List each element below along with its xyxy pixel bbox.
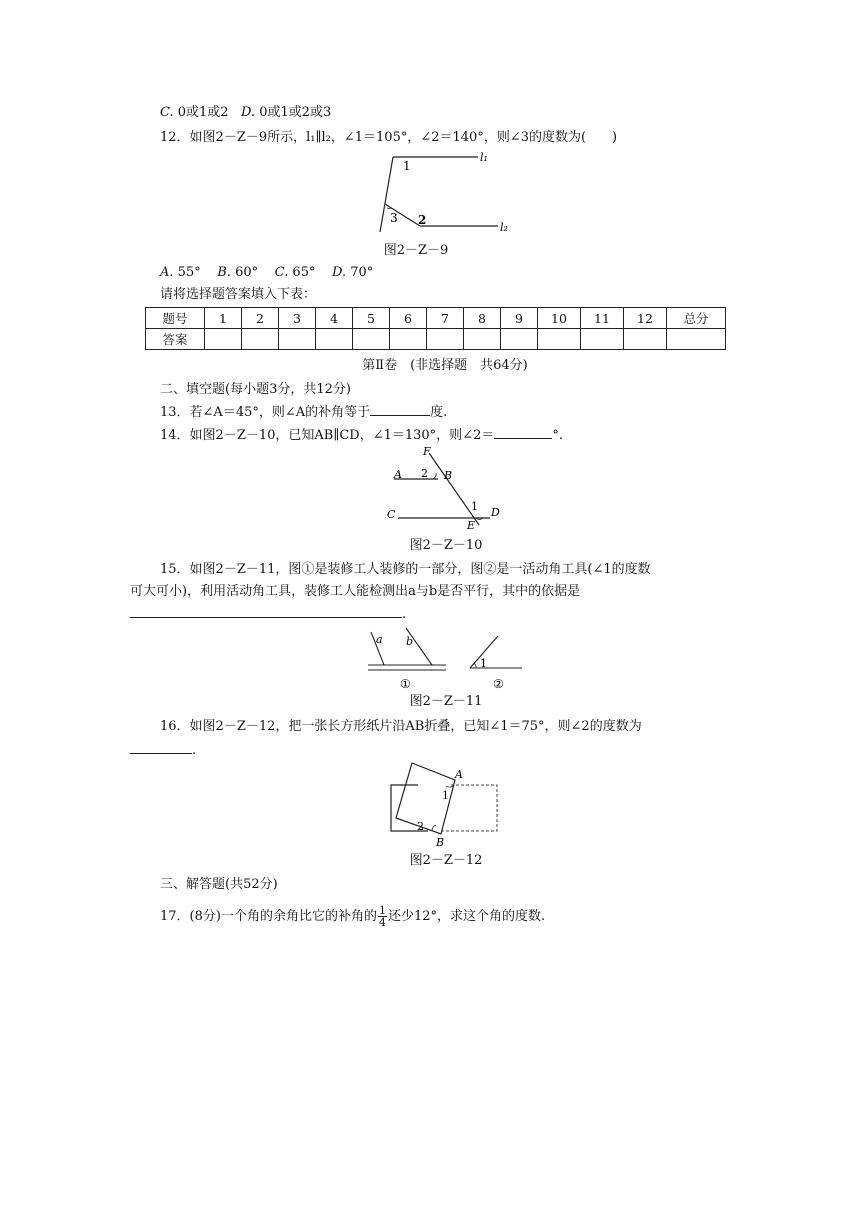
option-b-label: B.	[217, 265, 231, 280]
answer-table	[145, 307, 726, 350]
caption-2-z-9: 图2－Z－9	[383, 243, 449, 258]
header-cell: 4	[316, 308, 353, 329]
point-a-label: A	[394, 468, 402, 481]
q15-line2: 可大可小)，利用活动角工具，装修工人能检测出a与b是否平行，其中的依据是	[130, 584, 581, 599]
answer-cell[interactable]	[538, 329, 581, 350]
header-cell: 2	[242, 308, 279, 329]
fig2-label: ②	[493, 677, 504, 691]
header-cell: 总分	[667, 308, 726, 329]
tool-angle-arc	[474, 663, 476, 668]
answer-cell[interactable]	[464, 329, 501, 350]
point-c-label: C	[387, 508, 396, 521]
section3-title: 三、解答题(共52分)	[160, 877, 278, 892]
q17-text-tail: 还少12°，求这个角的度数.	[387, 909, 546, 924]
q17	[160, 905, 545, 928]
angle-2-label: 2	[421, 467, 428, 480]
q11-options-line	[160, 104, 331, 122]
point-f-label: F	[423, 445, 431, 458]
q13-text-tail: 度.	[430, 405, 448, 420]
q15-line1: 15．如图2－Z－11，图①是装修工人装修的一部分，图②是一活动角工具(∠1的度数	[160, 562, 651, 577]
angle-2-arc	[432, 825, 436, 831]
header-cell: 1	[205, 308, 242, 329]
q12-options	[160, 264, 373, 282]
point-b-label: B	[436, 836, 445, 849]
q16-tail: .	[192, 743, 197, 758]
header-cell: 10	[538, 308, 581, 329]
header-cell: 5	[353, 308, 390, 329]
section2-title: 二、填空题(每小题3分，共12分)	[160, 382, 351, 397]
angle-1-label: 1	[471, 500, 478, 513]
q15-line3	[130, 605, 406, 624]
header-cell: 9	[501, 308, 538, 329]
angle-1-arc	[446, 786, 453, 787]
q12-stem: 12．如图2－Z－9所示，l₁∥l₂，∠1＝105°，∠2＝140°，则∠3的度数为( )	[160, 130, 618, 145]
q15-tail: .	[402, 607, 407, 622]
total-score-cell[interactable]	[667, 329, 726, 350]
answer-cell[interactable]	[390, 329, 427, 350]
answer-cell[interactable]	[242, 329, 279, 350]
answer-row-label: 答案	[146, 329, 205, 350]
label-a: a	[376, 633, 383, 646]
header-cell: 题号	[146, 308, 205, 329]
answer-cell[interactable]	[427, 329, 464, 350]
angle-2-label: 2	[417, 820, 424, 833]
header-cell: 12	[624, 308, 667, 329]
q15-answer-blank[interactable]	[130, 605, 402, 618]
tool-angle-1-label: 1	[480, 657, 487, 670]
fraction-numerator: 1	[378, 904, 386, 917]
answer-table-instruction: 请将选择题答案填入下表：	[160, 287, 317, 302]
label-l1: l₁	[480, 151, 488, 164]
figure-2-z-10	[380, 443, 510, 535]
q14-text: 14．如图2－Z－10，已知AB∥CD，∠1＝130°，则∠2＝	[160, 428, 495, 443]
option-a-label: A.	[160, 265, 174, 280]
q13-text: 13．若∠A＝45°，则∠A的补角等于	[160, 405, 371, 420]
option-d-label: D.	[241, 105, 256, 120]
caption-2-z-12: 图2－Z－12	[409, 853, 483, 868]
label-l2: l₂	[500, 221, 508, 234]
q16-line2	[130, 741, 196, 760]
q16-line1: 16．如图2－Z－12，把一张长方形纸片沿AB折叠，已知∠1＝75°，则∠2的度数为	[160, 719, 642, 734]
angle-1-label: 1	[442, 789, 449, 802]
q13-answer-blank[interactable]	[370, 403, 430, 416]
q13	[160, 403, 447, 422]
point-b-label: B	[444, 469, 453, 482]
label-b: b	[406, 635, 414, 648]
q17-text: 17．(8分)一个角的余角比它的补角的	[160, 909, 377, 924]
option-c-label: C.	[274, 265, 289, 280]
angle-2-arc	[430, 473, 436, 479]
caption-2-z-10: 图2－Z－10	[409, 538, 483, 553]
option-d-label: D.	[332, 265, 347, 280]
q16-answer-blank[interactable]	[130, 741, 192, 754]
answer-cell[interactable]	[279, 329, 316, 350]
option-c-label: C.	[160, 105, 174, 120]
fraction-one-quarter	[378, 905, 387, 928]
option-d-text: 0或1或2或3	[259, 105, 332, 120]
answer-cell[interactable]	[353, 329, 390, 350]
option-b-text: 60°	[235, 265, 259, 280]
caption-2-z-11: 图2－Z－11	[409, 694, 483, 709]
option-d-text: 70°	[350, 265, 374, 280]
option-a-text: 55°	[177, 265, 201, 280]
answer-cell[interactable]	[501, 329, 538, 350]
point-d-label: D	[491, 506, 500, 519]
angle-3-label: 3	[390, 211, 398, 225]
figure-2-z-9	[360, 148, 520, 240]
option-c-text: 65°	[292, 265, 316, 280]
header-cell: 8	[464, 308, 501, 329]
answer-cell[interactable]	[316, 329, 353, 350]
answer-cell[interactable]	[581, 329, 624, 350]
angle-2-label: 2	[418, 213, 427, 227]
part2-title: 第Ⅱ卷 (非选择题 共64分)	[362, 358, 528, 373]
header-cell: 7	[427, 308, 464, 329]
point-a-label: A	[455, 768, 463, 781]
option-c-text: 0或1或2	[177, 105, 229, 120]
figure-2-z-11	[362, 626, 532, 692]
header-cell: 3	[279, 308, 316, 329]
fig1-label: ①	[400, 677, 411, 691]
fraction-denominator: 4	[378, 916, 386, 929]
angle-1-label: 1	[403, 159, 411, 173]
answer-cell[interactable]	[205, 329, 242, 350]
paper-hidden-part	[442, 785, 497, 831]
transversal-ef	[429, 453, 479, 525]
answer-cell[interactable]	[624, 329, 667, 350]
q14-answer-blank[interactable]	[494, 426, 552, 439]
answer-table-answer-row	[146, 329, 726, 350]
figure-2-z-12	[384, 758, 508, 850]
header-cell: 6	[390, 308, 427, 329]
header-cell: 11	[581, 308, 624, 329]
point-e-label: E	[467, 519, 476, 532]
answer-table-header-row	[146, 308, 726, 329]
q14-text-tail: °.	[552, 428, 563, 443]
